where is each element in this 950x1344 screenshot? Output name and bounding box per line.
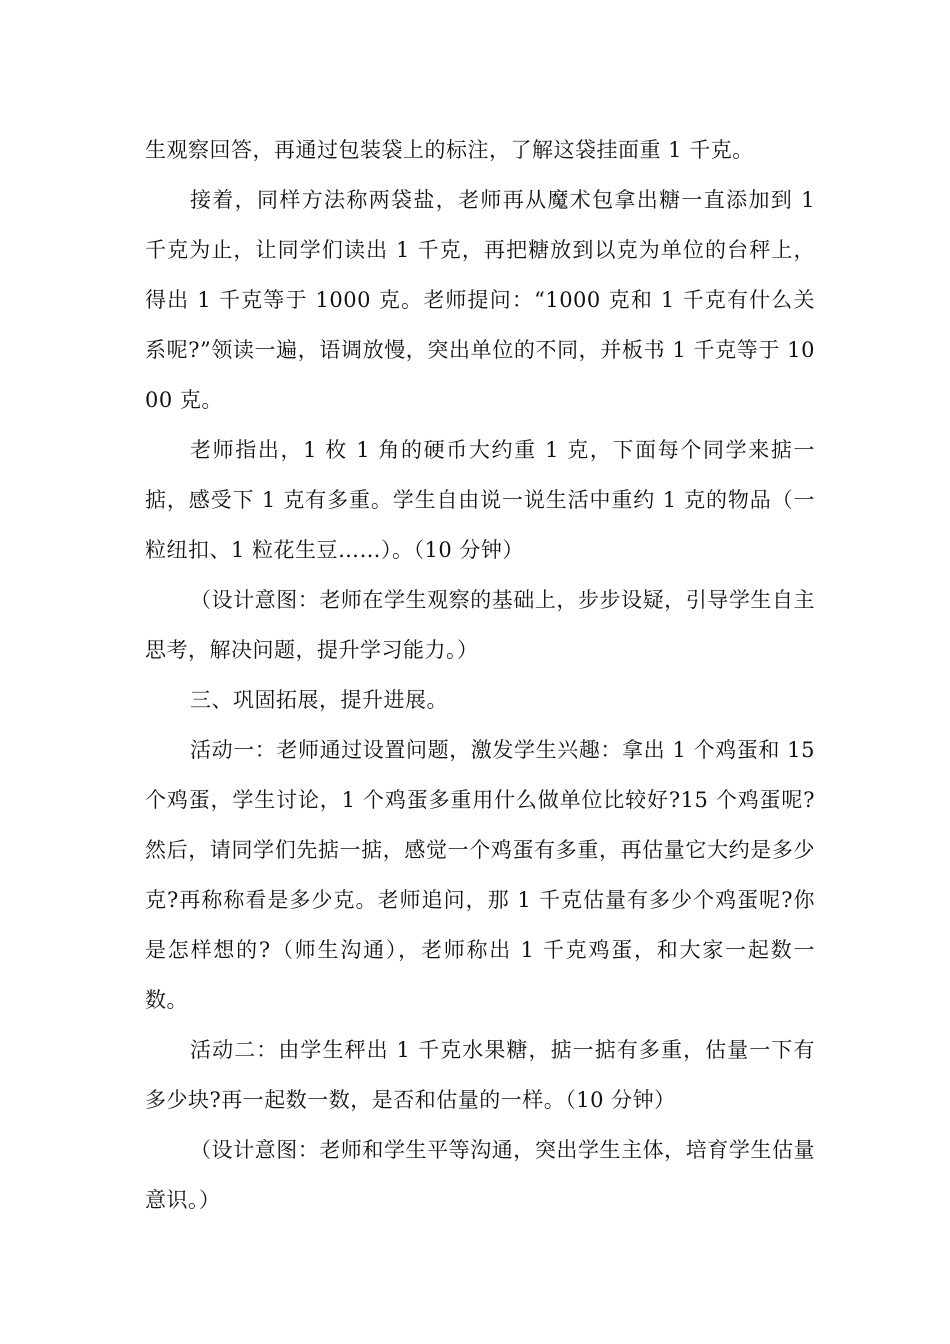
paragraph-activity-one: 活动一：老师通过设置问题，激发学生兴趣：拿出 1 个鸡蛋和 15 个鸡蛋，学生讨论，1 个鸡蛋多重用什么做单位比较好?15 个鸡蛋呢? 然后，请同学们先掂一掂，感觉一个鸡蛋有多重，再估量它大约是多少克?再称称看是多少克。老师追问，那 1 千克估量有多少个鸡蛋呢?你是怎样想的?（师生沟通），老师称出 1 千克鸡蛋，和大家一起数一数。: [145, 738, 815, 1012]
paragraph-activity-two: 活动二：由学生秤出 1 千克水果糖，掂一掂有多重，估量一下有多少块?再一起数一数，是否和估量的一样。（10 分钟）: [145, 1038, 815, 1112]
paragraph-one-gram: 老师指出，1 枚 1 角的硬币大约重 1 克，下面每个同学来掂一掂，感受下 1 克有多重。学生自由说一说生活中重约 1 克的物品（一粒纽扣、1 粒花生豆……）。（10 分钟）: [145, 438, 815, 562]
paragraph-design-intent-1: （设计意图：老师在学生观察的基础上，步步设疑，引导学生自主思考，解决问题，提升学习能力。）: [145, 588, 815, 662]
paragraph-salt-sugar: 接着，同样方法称两袋盐，老师再从魔术包拿出糖一直添加到 1 千克为止，让同学们读出 1 千克，再把糖放到以克为单位的台秤上，得出 1 千克等于 1000 克。老师提问：“1000 克和 1 千克有什么关系呢?”领读一遍，语调放慢，突出单位的不同，并板书 1 千克等于 1000 克。: [145, 188, 815, 412]
paragraph-continuation: 生观察回答，再通过包装袋上的标注，了解这袋挂面重 1 千克。: [145, 138, 754, 162]
section-heading-three: 三、巩固拓展，提升进展。: [190, 688, 448, 712]
paragraph-design-intent-2: （设计意图：老师和学生平等沟通，突出学生主体，培育学生估量意识。）: [145, 1138, 815, 1212]
